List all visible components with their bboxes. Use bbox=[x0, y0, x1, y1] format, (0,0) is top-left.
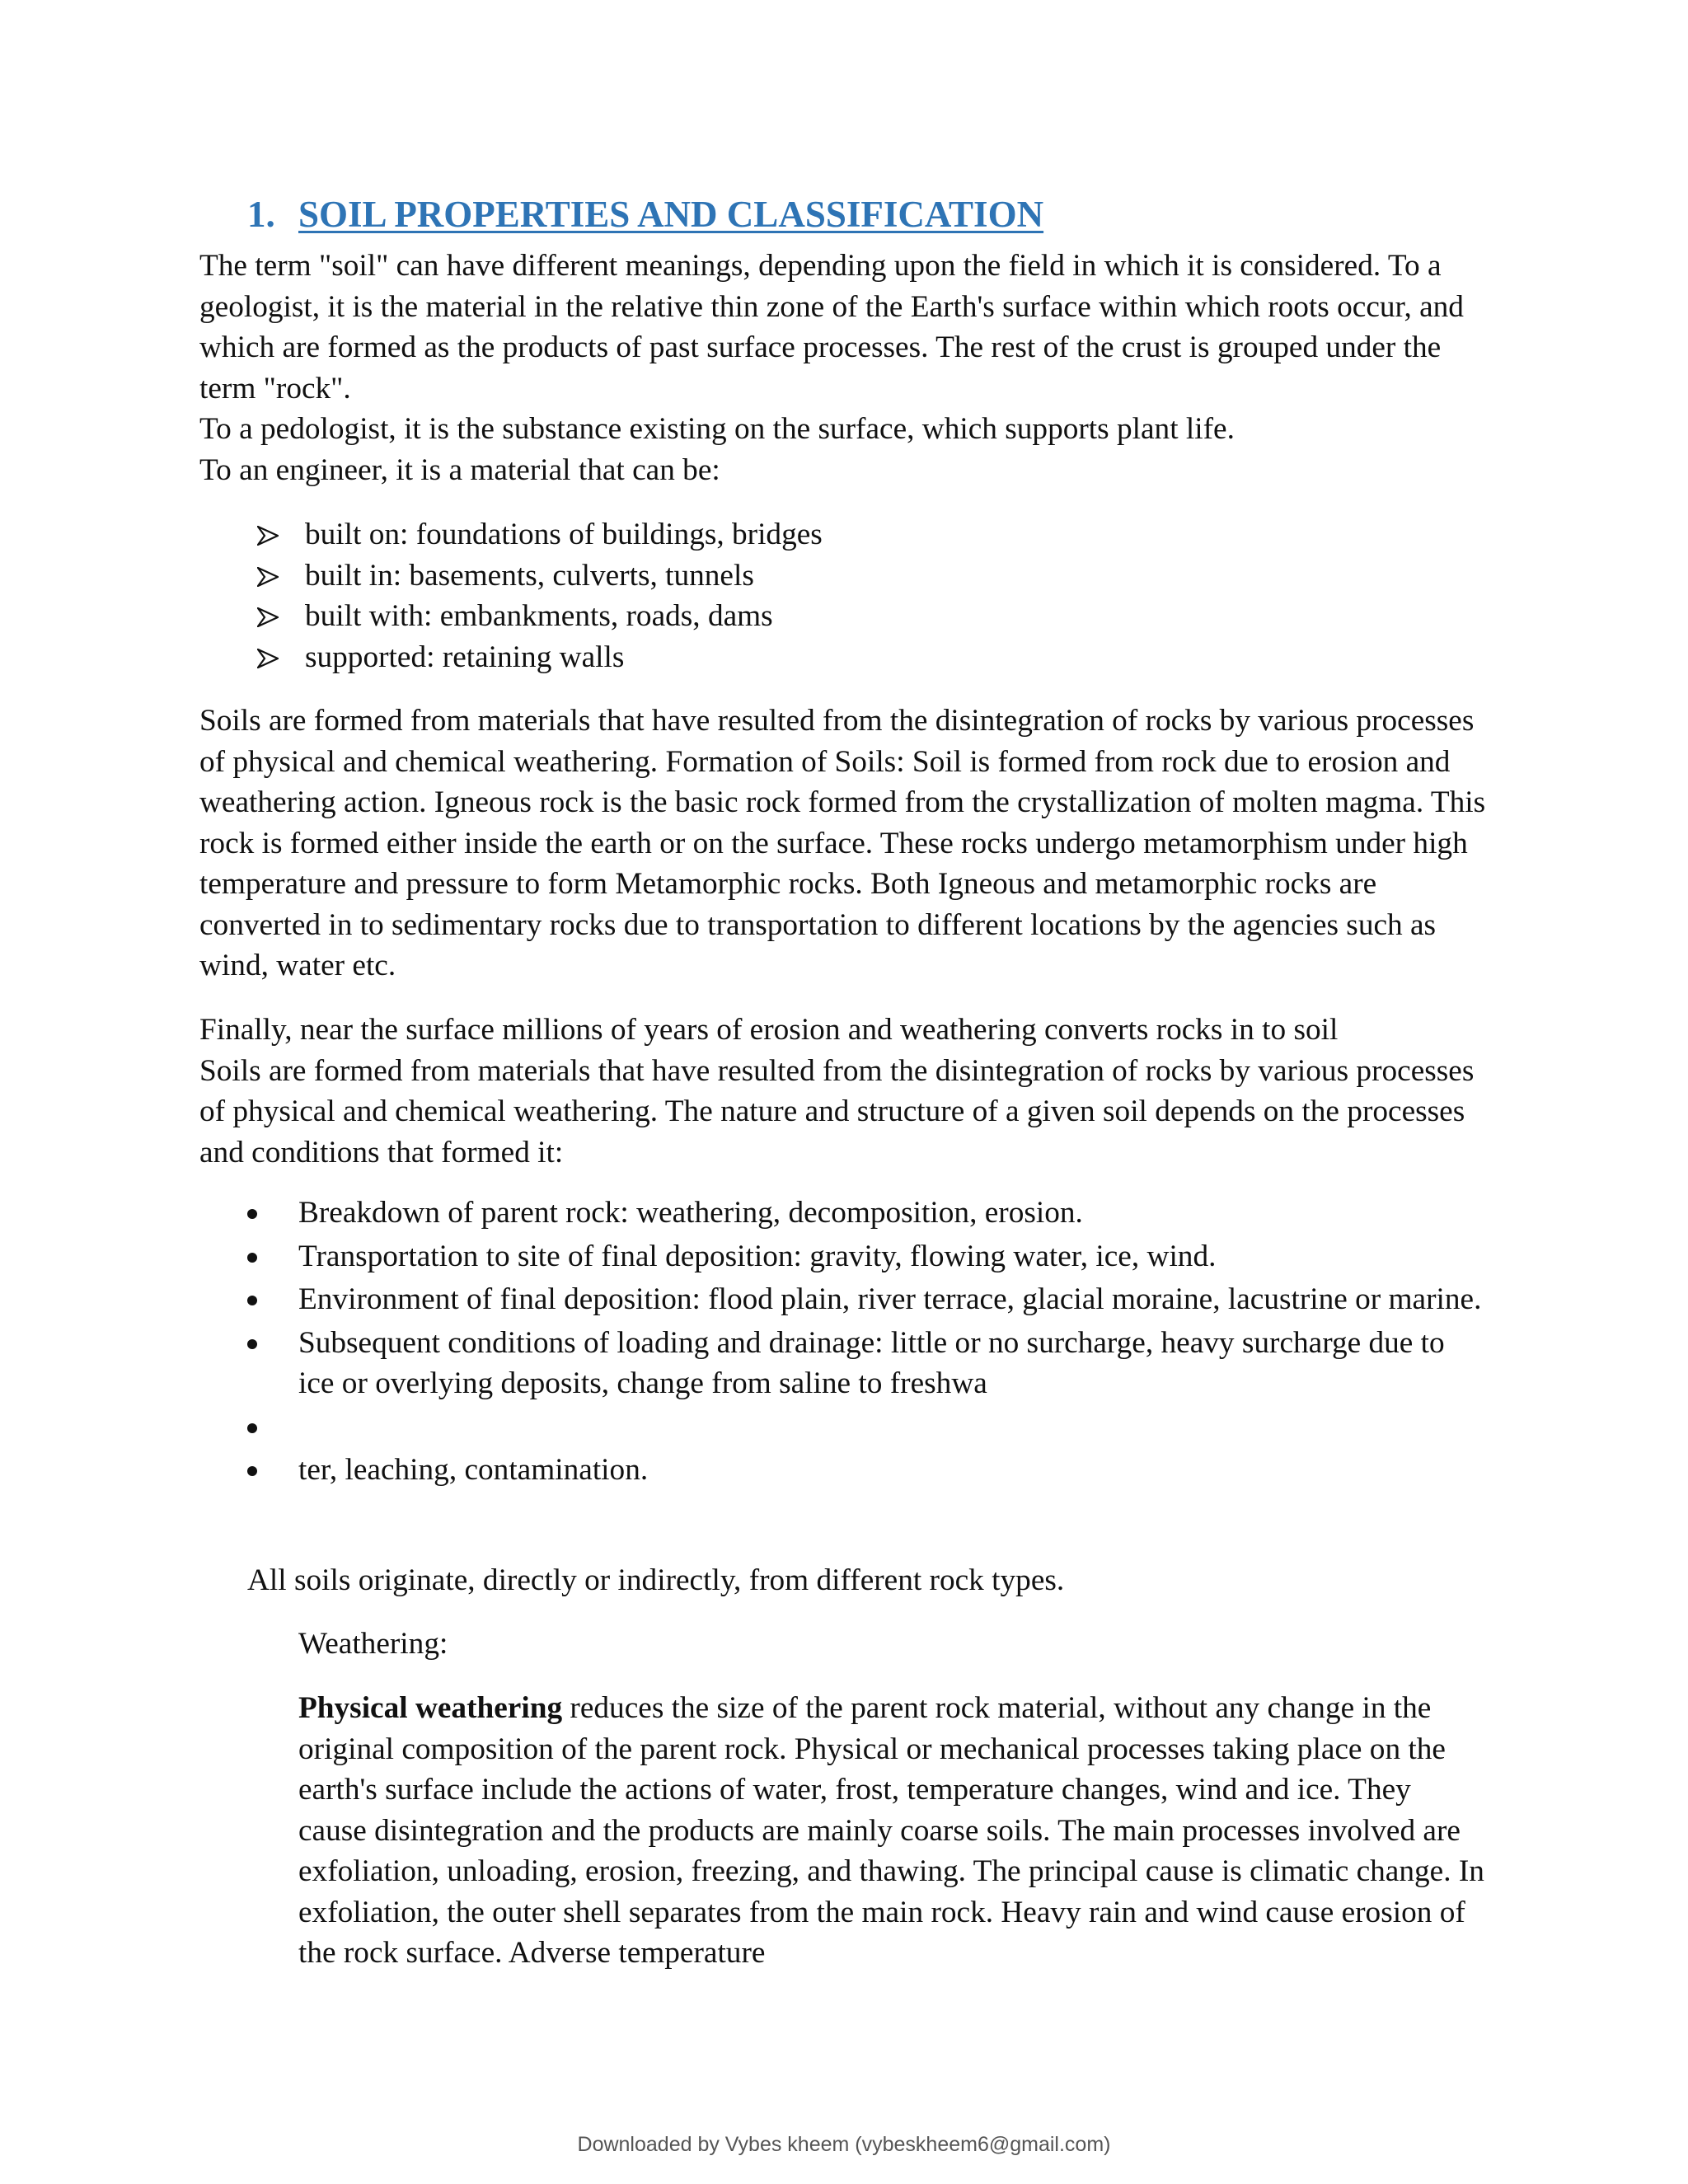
intro-line: To an engineer, it is a material that can be: bbox=[199, 452, 720, 487]
list-item bbox=[247, 1193, 1484, 1234]
list-item bbox=[247, 1236, 1484, 1277]
intro-paragraph bbox=[199, 246, 1502, 490]
arrow-bullet-icon bbox=[257, 596, 305, 637]
list-item-text: supported: retaining walls bbox=[305, 640, 625, 674]
list-item-text: ter, leaching, contamination. bbox=[298, 1453, 649, 1487]
bullet-dot-icon bbox=[247, 1236, 298, 1277]
intro-line: The term "soil" can have different meanings, depending upon the field in which it is considered. To a geologist, it is the material in the relative thin zone of the Earth's surface within which roots occur, and which are formed as the products of past surface processes. The rest of the crust is grouped under the term "rock". bbox=[199, 249, 1464, 405]
engineer-use-list bbox=[257, 514, 823, 677]
origin-sentence: All soils originate, directly or indirectly, from different rock types. bbox=[247, 1563, 1065, 1597]
list-item bbox=[247, 1450, 1484, 1491]
physical-weathering-paragraph bbox=[298, 1688, 1485, 1974]
physical-weathering-text: reduces the size of the parent rock material, without any change in the original composition of the parent rock. Physical or mechanical processes taking place on the earth's surface include the actions of water, frost, temperature changes, wind and ice. They cause disintegration and the products are mainly coarse soils. The main processes involved are exfoliation, unloading, erosion, freezing, and thawing. The principal cause is climatic change. In exfoliation, the outer shell separates from the main rock. Heavy rain and wind cause erosion of the rock surface. Adverse temperature bbox=[298, 1691, 1484, 1970]
list-item bbox=[247, 1323, 1484, 1404]
heading-title: SOIL PROPERTIES AND CLASSIFICATION bbox=[298, 194, 1044, 235]
intro-line: To a pedologist, it is the substance existing on the surface, which supports plant life. bbox=[199, 412, 1235, 446]
formation-paragraph bbox=[199, 701, 1502, 987]
physical-weathering-term: Physical weathering bbox=[298, 1691, 563, 1725]
list-item-text: Transportation to site of final deposition: gravity, flowing water, ice, wind. bbox=[298, 1239, 1217, 1273]
download-footer: Downloaded by Vybes kheem (vybeskheem6@gmail.com) bbox=[577, 2133, 1111, 2156]
section-heading bbox=[247, 196, 1043, 233]
paragraph-text bbox=[298, 1688, 1485, 1974]
paragraph-text: Finally, near the surface millions of years of erosion and weathering converts rocks in to soil bbox=[199, 1013, 1339, 1047]
list-item-text: built with: embankments, roads, dams bbox=[305, 599, 773, 633]
heading-number: 1. bbox=[247, 194, 275, 235]
paragraph-text: Soils are formed from materials that have resulted from the disintegration of rocks by various processes of physical and chemical weathering. The nature and structure of a given soil depends on the processes and conditions that formed it: bbox=[199, 1053, 1475, 1169]
list-item bbox=[257, 596, 823, 637]
arrow-bullet-icon bbox=[257, 555, 305, 597]
arrow-bullet-icon bbox=[257, 514, 305, 555]
list-item-text: built on: foundations of buildings, bridges bbox=[305, 518, 823, 551]
paragraph-text: Soils are formed from materials that have resulted from the disintegration of rocks by various processes of physical and chemical weathering. Formation of Soils: Soil is formed from rock due to erosion and weathering action. Igneous rock is the basic rock formed from the crystallization of molten magma. This rock is formed either inside the earth or on the surface. These rocks undergo metamorphism under high temperature and pressure to form Metamorphic rocks. Both Igneous and metamorphic rocks are converted in to sedimentary rocks due to transportation to different locations by the agencies such as wind, water etc. bbox=[199, 704, 1486, 982]
list-item bbox=[257, 637, 823, 678]
list-item-text: Subsequent conditions of loading and drainage: little or no surcharge, heavy surcharge due to ice or overlying deposits, change from saline to freshwa bbox=[298, 1325, 1445, 1400]
process-list bbox=[247, 1193, 1484, 1493]
list-item-text: Environment of final deposition: flood plain, river terrace, glacial moraine, lacustrine or marine. bbox=[298, 1282, 1482, 1316]
list-item bbox=[247, 1407, 1484, 1448]
bullet-dot-icon bbox=[247, 1279, 298, 1320]
bullet-dot-icon bbox=[247, 1407, 298, 1448]
bullet-dot-icon bbox=[247, 1323, 298, 1364]
list-item bbox=[257, 514, 823, 555]
weathering-label: Weathering: bbox=[298, 1627, 448, 1661]
bullet-dot-icon bbox=[247, 1450, 298, 1491]
bullet-dot-icon bbox=[247, 1193, 298, 1234]
list-item-text bbox=[298, 1407, 1484, 1448]
arrow-bullet-icon bbox=[257, 637, 305, 678]
list-item bbox=[257, 555, 823, 597]
nature-paragraph bbox=[199, 1010, 1502, 1173]
list-item-text: built in: basements, culverts, tunnels bbox=[305, 558, 754, 593]
list-item-text: Breakdown of parent rock: weathering, decomposition, erosion. bbox=[298, 1196, 1083, 1230]
list-item bbox=[247, 1279, 1484, 1320]
